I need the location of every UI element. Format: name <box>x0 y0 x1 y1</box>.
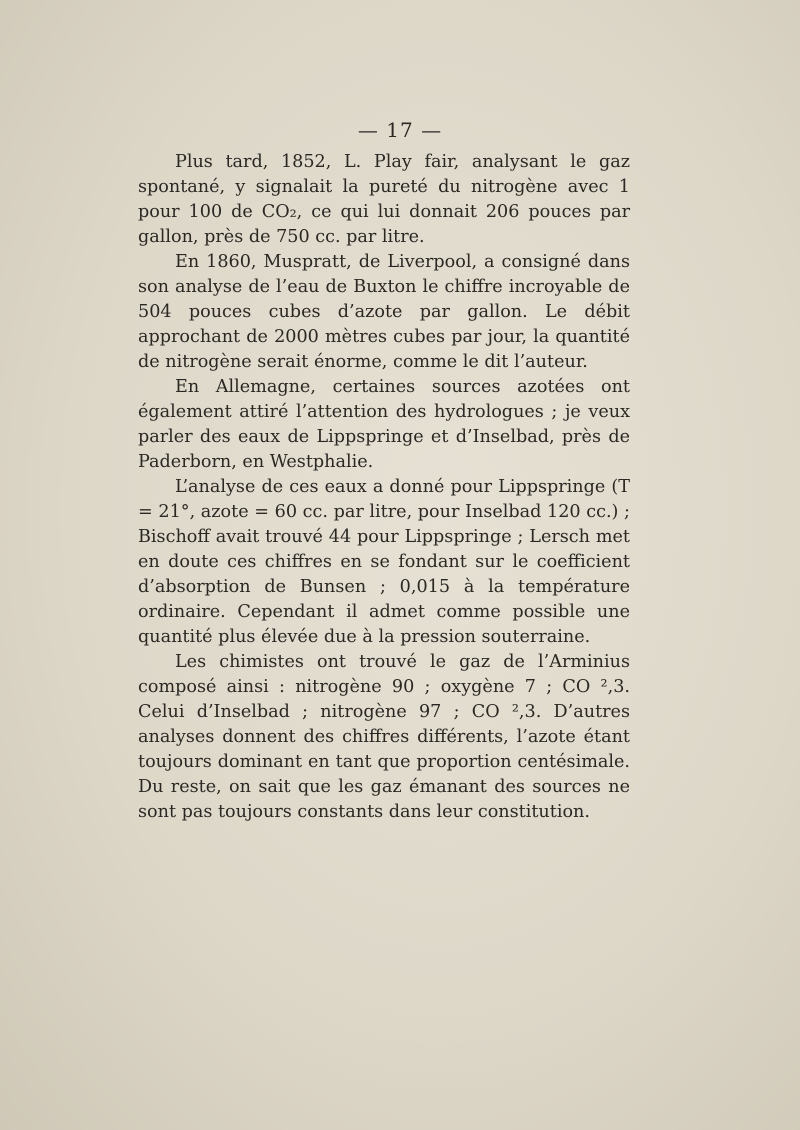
paragraph-playfair: Plus tard, 1852, L. Play fair, analysant le gaz spontané, y signalait la pureté du nitrogène avec 1 pour 100 de CO₂, ce qui lui donnait 206 pouces par gallon, près de 750 cc. par litre. <box>138 152 630 247</box>
page-number: — 17 — <box>357 118 443 142</box>
paragraph-chimistes: Les chimistes ont trouvé le gaz de l’Arminius composé ainsi : nitrogène 90 ; oxygène 7 ; CO ²,3. Celui d’Inselbad ; nitrogène 97 ; CO ²,3. D’autres analyses donnent des chiffres différents, l’azote étant toujours dominant en tant que proportion centésimale. Du reste, on sait que les gaz émanant des sources ne sont pas toujours constants dans leur constitution. <box>138 652 630 822</box>
paragraph-allemagne: En Allemagne, certaines sources azotées ont également attiré l’attention des hydrologues ; je veux parler des eaux de Lippspringe et d’Inselbad, près de Paderborn, en Westphalie. <box>138 377 630 472</box>
paragraph-muspratt: En 1860, Muspratt, de Liverpool, a consigné dans son analyse de l’eau de Buxton le chiffre incroyable de 504 pouces cubes d’azote par gallon. Le débit approchant de 2000 mètres cubes par jour, la quantité de nitrogène serait énorme, comme le dit l’auteur. <box>138 252 630 372</box>
body-text <box>138 150 630 825</box>
paragraph-analyse-lippspringe: L’analyse de ces eaux a donné pour Lippspringe (T = 21°, azote = 60 cc. par litre, pour Inselbad 120 cc.) ; Bischoff avait trouvé 44 pour Lippspringe ; Lersch met en doute ces chiffres en se fondant sur le coefficient d’absorption de Bunsen ; 0,015 à la température ordinaire. Cependant il admet comme possible une quantité plus élevée due à la pression souterraine. <box>138 477 630 647</box>
